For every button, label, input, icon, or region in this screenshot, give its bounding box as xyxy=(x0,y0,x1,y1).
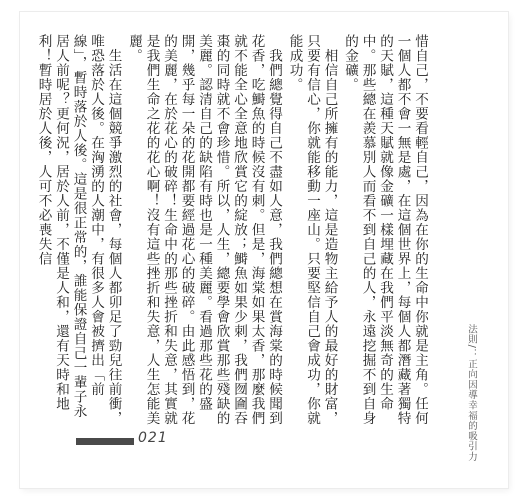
paragraph-4: 生活在這個競爭激烈的社會，每個人都卯足了勁兒往前衝，唯恐落於人後。在洶湧的人潮中，有很多人會被擠出「前線」，暫時落於人後。這是很正常的，誰能保證自己一輩子永居人前呢？更何況，居於人前，不僅是人和，還有天時和地利！暫時居於人後，人可不必喪失信 xyxy=(35,34,122,426)
footer-bar xyxy=(76,438,134,445)
paragraph-1: 惜自己，不要看輕自己，因為在你的生命中你就是主角。任何一個人都不會一無是處，在這個世界上，每個人都潛藏著獨特的天賦，這種天賦就像金礦一樣埋藏在我們平淡無奇的生命中。那些總在羨慕別人而看不到自己的人，永遠挖掘不到自身的金礦。 xyxy=(342,34,428,426)
page-number: 021 xyxy=(138,430,168,446)
paragraph-2: 相信自己所擁有的能力，這是造物主給予人的最好的財富，只要有信心，你就能移動一座山。只要堅信自己會成功，你就能成功。 xyxy=(286,34,338,426)
body-text xyxy=(34,34,428,430)
paragraph-3: 我們總覺得自己不盡如人意，我們總想在賞海棠的時候聞到花香，吃鰣魚的時候沒有刺。但是，海棠如果太香，那麼我們就不能全心全意地欣賞它的綻放；鰣魚如果少刺，我們囫圇吞棗的同時就不會珍惜。所以，人生，總要學會欣賞那些殘缺的美麗。認清自己的缺陷有時也是一種美麗。看過那些花的盛開，幾乎每一朵的花開都要經過花心的破碎。由此感悟到，花的美麗，在於花心的破碎！生命中的那些挫折和失意，其實就是我們生命之花的花心啊！沒有這些挫折和失意，人生怎能美麗。 xyxy=(126,34,282,426)
running-head: 法則/：正向因導幸福的吸引力 xyxy=(466,324,477,462)
book-page xyxy=(20,12,508,488)
